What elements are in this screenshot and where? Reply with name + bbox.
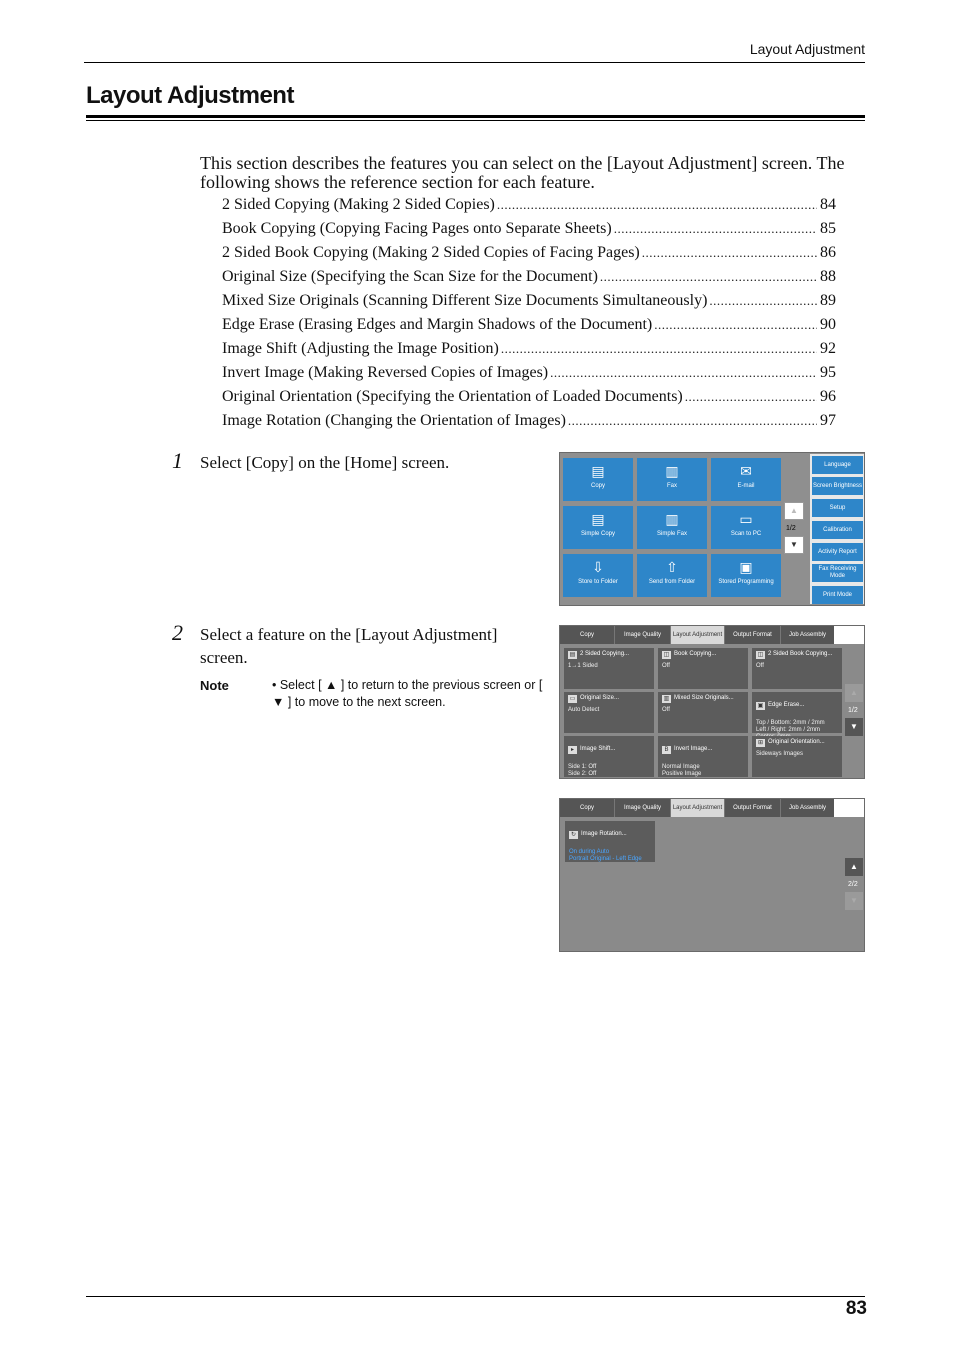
copy-icon: ▤ — [591, 463, 605, 479]
note-text: • Select [ ▲ ] to return to the previous screen or [ ▼ ] to move to the next screen. — [272, 678, 543, 709]
toc-entry[interactable]: Mixed Size Originals (Scanning Different Size Documents Simultaneously) ..... 89 — [222, 292, 836, 316]
send-from-folder-tile[interactable]: ⇧ Send from Folder — [637, 554, 707, 597]
step-number: 1 — [172, 448, 183, 473]
feature-image-rotation[interactable]: ↻ Image Rotation... On during Auto Portrait Original - Left Edge — [565, 821, 655, 862]
up-arrow-icon: ▲ — [850, 862, 858, 871]
step-text: Select [Copy] on the [Home] screen. — [200, 453, 450, 472]
page-up-button[interactable] — [845, 858, 863, 876]
step-text: Select a feature on the [Layout Adjustment] screen. — [200, 625, 498, 667]
scan-to-pc-tile[interactable]: ▭ Scan to PC — [711, 506, 781, 549]
feature-edge-erase[interactable]: ▣ Edge Erase... Top / Bottom: 2mm / 2mm Left / Right: 2mm / 2mm — [752, 692, 842, 733]
image-shift-icon: ▸ — [568, 746, 577, 754]
page-down-button[interactable] — [784, 536, 804, 554]
feature-original-size[interactable]: ▭ Original Size... Auto Detect — [564, 692, 654, 733]
print-mode-button[interactable]: Print Mode — [812, 586, 863, 604]
page-down-button[interactable] — [845, 892, 863, 910]
feature-book-copying[interactable]: ◫ Book Copying... Off — [658, 648, 748, 689]
image-rotation-icon: ↻ — [570, 832, 577, 838]
tab-job-assembly[interactable]: Job Assembly — [781, 626, 835, 644]
toc-entry[interactable]: Original Size (Specifying the Scan Size for the Document) ..... 88 — [222, 268, 836, 292]
feature-2-sided-copying[interactable]: ▤ 2 Sided Copying... 1→1 Sided — [564, 648, 654, 689]
section-title: Layout Adjustment — [86, 82, 294, 109]
mixed-size-icon: ▥ — [663, 696, 670, 702]
toc-entry[interactable]: 2 Sided Copying (Making 2 Sided Copies) ..... 84 — [222, 196, 836, 220]
header-rule — [84, 62, 865, 63]
toc-entry[interactable]: Original Orientation (Specifying the Orientation of Loaded Documents) ..... 96 — [222, 388, 836, 412]
page-number: 83 — [845, 1298, 867, 1319]
email-tile[interactable]: ✉ E-mail — [711, 458, 781, 501]
tab-layout-adjustment[interactable]: Layout Adjustment — [671, 799, 725, 817]
feature-image-shift[interactable]: ▸ Image Shift... Side 1: Off Side 2: Off — [564, 736, 654, 777]
tab-bar-spacer — [834, 799, 864, 817]
setup-button[interactable]: Setup — [812, 499, 863, 517]
monitor-icon: ▭ — [739, 511, 753, 527]
tab-copy[interactable]: Copy — [560, 626, 615, 644]
toc-entry[interactable]: Invert Image (Making Reversed Copies of Images) ..... 95 — [222, 364, 836, 388]
title-rule-thick — [86, 115, 865, 118]
store-to-folder-tile[interactable]: ⇩ Store to Folder — [563, 554, 633, 597]
step-number: 2 — [172, 620, 183, 645]
tab-output-format[interactable]: Output Format — [725, 626, 781, 644]
tab-bar-spacer — [834, 626, 864, 644]
feature-original-orientation[interactable]: ⊞ Original Orientation... Sideways Images — [752, 736, 842, 777]
tab-bar — [560, 799, 835, 817]
tab-output-format[interactable]: Output Format — [725, 799, 781, 817]
copy-tile[interactable]: ▤ Copy — [563, 458, 633, 501]
toc-entry[interactable]: Image Rotation (Changing the Orientation of Images) ..... 97 — [222, 412, 836, 436]
simple-fax-icon: ▥ — [665, 511, 679, 527]
stored-programming-tile[interactable]: ▣ Stored Programming — [711, 554, 781, 597]
calibration-button[interactable]: Calibration — [812, 521, 863, 539]
tab-image-quality[interactable]: Image Quality — [615, 626, 671, 644]
footer-rule — [86, 1296, 865, 1297]
tab-layout-adjustment[interactable]: Layout Adjustment — [671, 626, 725, 644]
down-arrow-icon: ▼ — [850, 896, 858, 905]
screen-brightness-button[interactable]: Screen Brightness — [812, 477, 863, 495]
folder-in-icon: ⇩ — [592, 559, 604, 575]
original-size-icon: ▭ — [569, 696, 576, 702]
feature-2-sided-book-copying[interactable]: ◫ 2 Sided Book Copying... Off — [752, 648, 842, 689]
down-arrow-icon: ▼ — [790, 540, 798, 549]
page-indicator: 1/2 — [848, 707, 858, 714]
page-indicator: 2/2 — [848, 881, 858, 888]
title-rule-thin — [86, 120, 865, 121]
toc-entry[interactable]: 2 Sided Book Copying (Making 2 Sided Copies of Facing Pages) ..... 86 — [222, 244, 836, 268]
page-down-button[interactable] — [845, 718, 863, 736]
page-up-button[interactable] — [784, 502, 804, 520]
folder-out-icon: ⇧ — [666, 559, 678, 575]
tab-copy[interactable]: Copy — [560, 799, 615, 817]
2-sided-icon: ▤ — [569, 652, 576, 658]
reference-list — [222, 196, 836, 436]
book-icon: ◫ — [663, 652, 670, 658]
running-header: Layout Adjustment — [749, 41, 865, 57]
simple-copy-icon: ▤ — [591, 511, 605, 527]
page-indicator: 1/2 — [786, 525, 796, 532]
page-up-button[interactable] — [845, 684, 863, 702]
intro-paragraph: This section describes the features you can select on the [Layout Adjustment] screen. The following shows the reference section for each feature. — [200, 153, 845, 192]
layout-adjustment-screen-1 — [559, 625, 865, 779]
feature-mixed-size-originals[interactable]: ▥ Mixed Size Originals... Off — [658, 692, 748, 733]
feature-invert-image[interactable]: B Invert Image... Normal Image Positive Image — [658, 736, 748, 777]
note-label: Note — [200, 678, 229, 693]
tab-image-quality[interactable]: Image Quality — [615, 799, 671, 817]
layout-adjustment-screen-2 — [559, 798, 865, 952]
envelope-icon: ✉ — [740, 463, 752, 479]
fax-tile[interactable]: ▥ Fax — [637, 458, 707, 501]
toc-entry[interactable]: Image Shift (Adjusting the Image Position) ..... 92 — [222, 340, 836, 364]
toc-entry[interactable]: Edge Erase (Erasing Edges and Margin Shadows of the Document) ..... 90 — [222, 316, 836, 340]
simple-copy-tile[interactable]: ▤ Simple Copy — [563, 506, 633, 549]
down-arrow-icon: ▼ — [850, 722, 858, 731]
activity-report-button[interactable]: Activity Report — [812, 543, 863, 561]
up-arrow-icon: ▲ — [850, 688, 858, 697]
edge-erase-icon: ▣ — [757, 703, 764, 709]
orientation-icon: ⊞ — [757, 740, 764, 746]
home-screen-screenshot — [559, 452, 865, 606]
fax-icon: ▥ — [665, 463, 679, 479]
invert-image-icon: B — [662, 746, 671, 754]
tab-bar — [560, 626, 835, 644]
fax-receiving-mode-button[interactable]: Fax Receiving Mode — [812, 564, 863, 582]
2-sided-book-icon: ◫ — [757, 652, 764, 658]
toc-entry[interactable]: Book Copying (Copying Facing Pages onto Separate Sheets) ..... 85 — [222, 220, 836, 244]
language-button[interactable]: Language — [812, 456, 863, 474]
simple-fax-tile[interactable]: ▥ Simple Fax — [637, 506, 707, 549]
disk-icon: ▣ — [739, 559, 753, 575]
tab-job-assembly[interactable]: Job Assembly — [781, 799, 835, 817]
up-arrow-icon: ▲ — [790, 506, 798, 515]
